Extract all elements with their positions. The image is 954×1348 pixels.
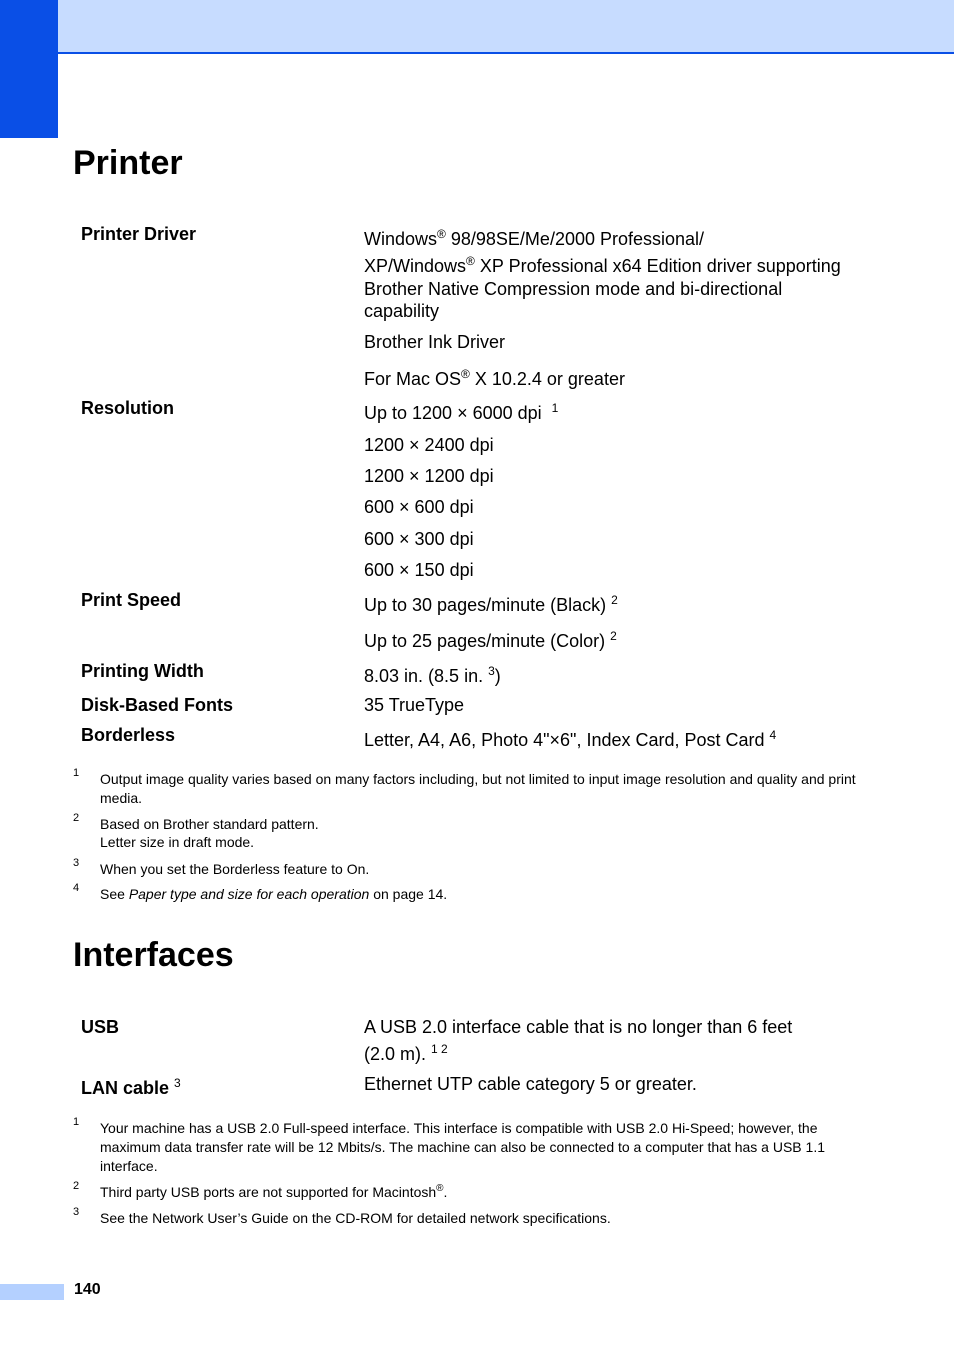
resolution-item: Up to 1200 × 6000 dpi $^1$ xyxy=(364,401,559,423)
cross-reference-link[interactable]: Paper type and size for each operation xyxy=(128,886,370,902)
label-print-speed: Print Speed xyxy=(81,590,182,610)
driver-ink: Brother Ink Driver xyxy=(364,332,506,352)
speed-black: Up to 30 pages/minute (Black) $^2$ xyxy=(364,593,618,615)
resolution-item: 1200 × 1200 dpi xyxy=(364,466,494,486)
chapter-tab xyxy=(0,0,58,138)
label-printing-width: Printing Width xyxy=(81,661,204,681)
driver-mac: For Mac OS® X 10.2.4 or greater xyxy=(364,367,625,389)
footnote-number: 3 xyxy=(73,857,80,869)
usb-line-2: (2.0 m). $^{1 2}$ xyxy=(364,1042,448,1064)
footnote-number: 3 xyxy=(73,1206,80,1218)
footnote-text: Output image quality varies based on many factors including, but not limited to input image resolution and quality and print media. xyxy=(100,771,856,806)
footer-tab xyxy=(0,1284,64,1300)
label-printer-driver: Printer Driver xyxy=(81,224,197,244)
label-usb: USB xyxy=(81,1017,120,1037)
footnote-number: 2 xyxy=(73,1180,80,1192)
footnote-number: 1 xyxy=(73,1116,80,1128)
driver-line-2: XP/Windows® XP Professional x64 Edition driver supporting xyxy=(364,254,841,276)
resolution-item: 600 × 150 dpi xyxy=(364,560,474,580)
footnote-number: 4 xyxy=(73,882,80,894)
label-disk-fonts: Disk-Based Fonts xyxy=(81,695,234,715)
footnote-text: See Paper type and size for each operation on page 14. xyxy=(100,886,448,902)
resolution-item: 600 × 600 dpi xyxy=(364,497,474,517)
driver-line-3: Brother Native Compression mode and bi-directional xyxy=(364,279,783,299)
driver-line-4: capability xyxy=(364,301,440,321)
footnote-number: 1 xyxy=(73,767,80,779)
label-lan-cable: LAN cable $^3$ xyxy=(81,1076,181,1098)
resolution-item: 1200 × 2400 dpi xyxy=(364,435,494,455)
footnote-text: When you set the Borderless feature to On. xyxy=(100,861,370,877)
usb-line-1: A USB 2.0 interface cable that is no longer than 6 feet xyxy=(364,1017,793,1037)
label-borderless: Borderless xyxy=(81,725,176,745)
footnote-text: Your machine has a USB 2.0 Full-speed interface. This interface is compatible with USB 2.0 Hi-Speed; however, the maximum data transfer rate will be 12 Mbits/s. The machine can also be connected to a computer that has a USB 1.1 interface. xyxy=(100,1120,825,1174)
footnote-text: Letter size in draft mode. xyxy=(100,834,255,850)
header-band xyxy=(0,0,954,54)
footnote-text: See the Network User’s Guide on the CD-ROM for detailed network specifications. xyxy=(100,1210,611,1226)
driver-line-1: Windows® 98/98SE/Me/2000 Professional/ xyxy=(364,227,705,249)
footnote-text: Based on Brother standard pattern. xyxy=(100,816,319,832)
footnote-text: Third party USB ports are not supported for Macintosh®. xyxy=(100,1183,448,1200)
printing-width-value: 8.03 in. (8.5 in. $^3$) xyxy=(364,664,501,686)
borderless-value: Letter, A4, A6, Photo 4"×6", Index Card, Post Card $^4$ xyxy=(364,728,777,750)
resolution-item: 600 × 300 dpi xyxy=(364,529,474,549)
section-title-interfaces: Interfaces xyxy=(73,936,234,974)
speed-color: Up to 25 pages/minute (Color) $^2$ xyxy=(364,629,617,651)
footnote-number: 2 xyxy=(73,812,80,824)
disk-fonts-value: 35 TrueType xyxy=(364,695,465,715)
lan-cable-value: Ethernet UTP cable category 5 or greater. xyxy=(364,1074,697,1094)
section-title-printer: Printer xyxy=(73,144,183,182)
page-number: 140 xyxy=(74,1281,101,1298)
label-resolution: Resolution xyxy=(81,398,174,418)
